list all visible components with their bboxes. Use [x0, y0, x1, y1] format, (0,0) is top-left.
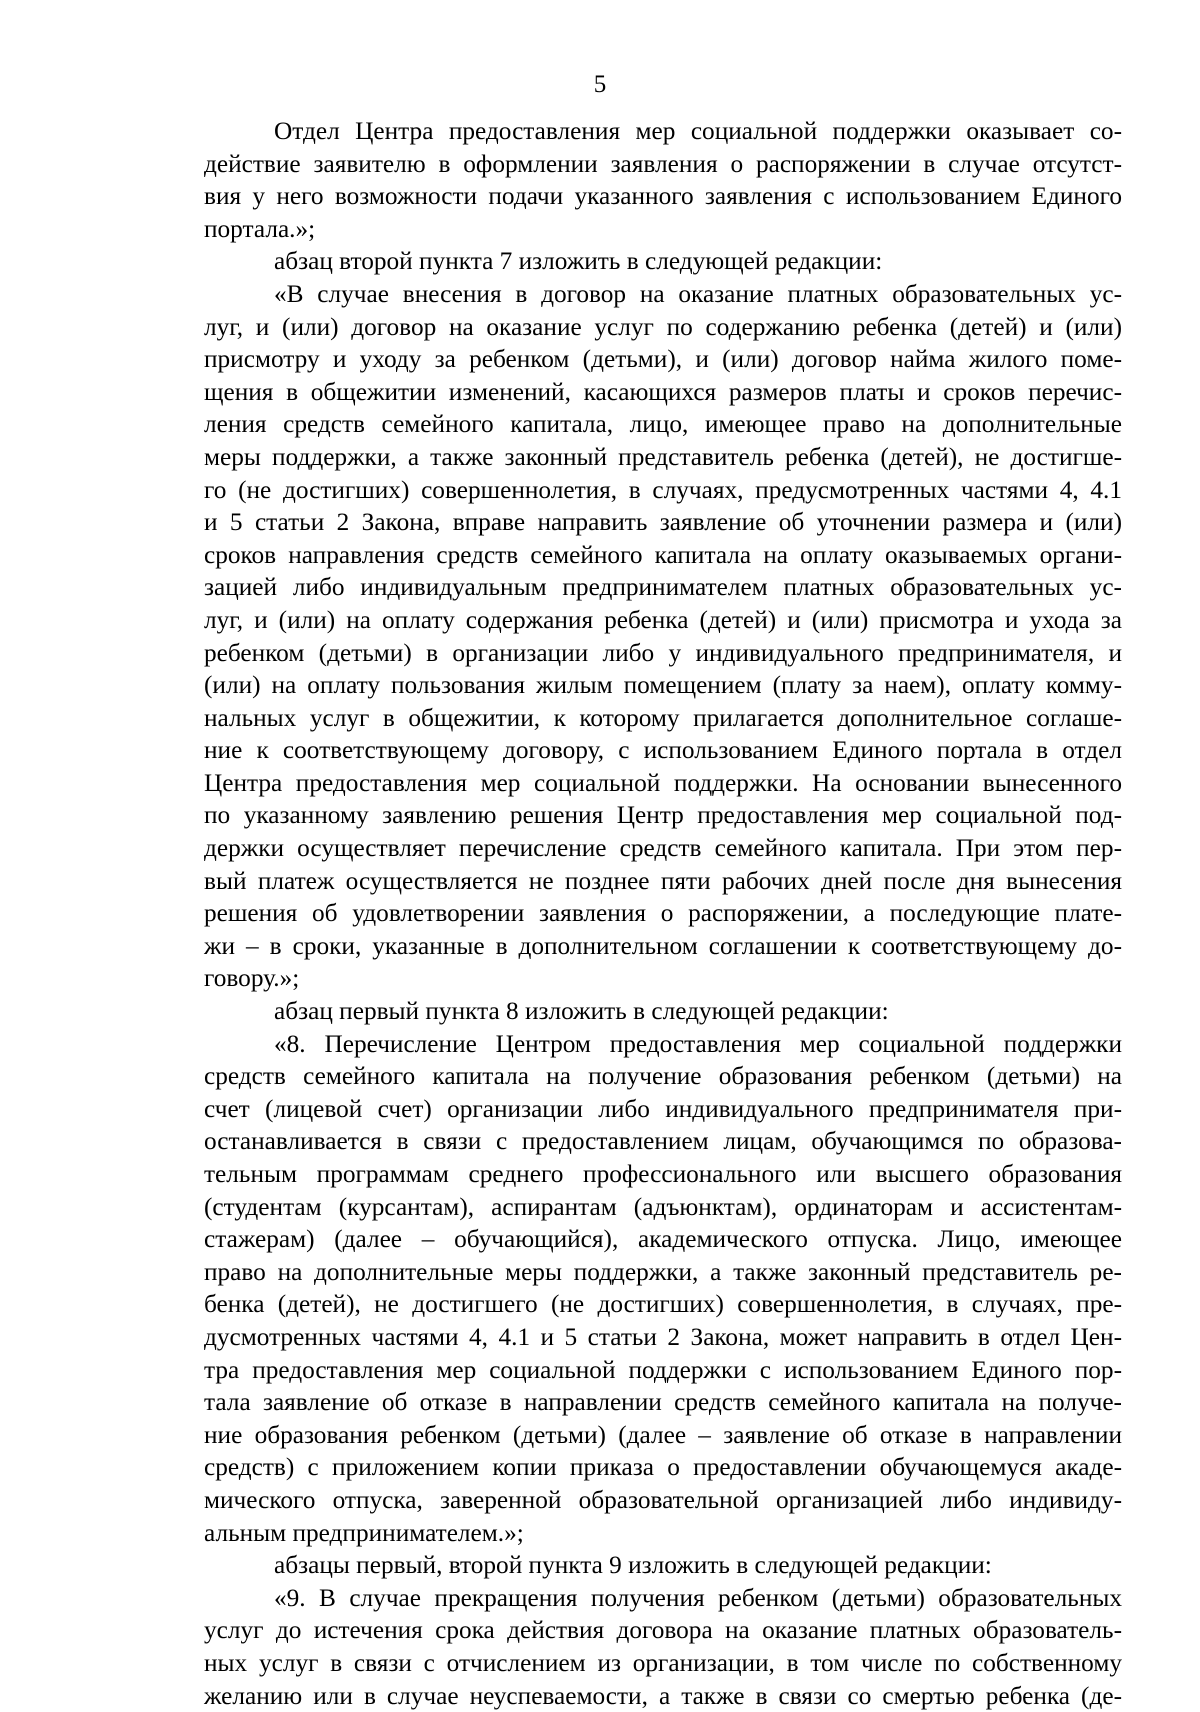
text-line: ных услуг в связи с отчислением из организации, в том числе по собственному [204, 1647, 1122, 1680]
text-line: держки осуществляет перечисление средств семейного капитала. При этом пер- [204, 832, 1122, 865]
text-line: решения об удовлетворении заявления о распоряжении, а последующие плате- [204, 897, 1122, 930]
text-line: и 5 статьи 2 Закона, вправе направить заявление об уточнении размера и (или) [204, 506, 1122, 539]
text-line: ления средств семейного капитала, лицо, имеющее право на дополнительные [204, 408, 1122, 441]
text-line: присмотру и уходу за ребенком (детьми), и (или) договор найма жилого поме- [204, 343, 1122, 376]
page-number: 5 [0, 70, 1200, 100]
text-line: действие заявителю в оформлении заявления о распоряжении в случае отсутст- [204, 148, 1122, 181]
text-line: Центра предоставления мер социальной поддержки. На основании вынесенного [204, 767, 1122, 800]
text-line: стажерам) (далее – обучающийся), академического отпуска. Лицо, имеющее [204, 1223, 1122, 1256]
text-line: (или) на оплату пользования жилым помещением (плату за наем), оплату комму- [204, 669, 1122, 702]
text-line: средств семейного капитала на получение образования ребенком (детьми) на [204, 1060, 1122, 1093]
text-line: портала.»; [204, 213, 1122, 246]
text-line: (студентам (курсантам), аспирантам (адъюнктам), ординаторам и ассистентам- [204, 1191, 1122, 1224]
text-line: меры поддержки, а также законный представитель ребенка (детей), не достигше- [204, 441, 1122, 474]
text-line: нальных услуг в общежитии, к которому прилагается дополнительное соглаше- [204, 702, 1122, 735]
text-line: сроков направления средств семейного капитала на оплату оказываемых органи- [204, 539, 1122, 572]
text-line: ние к соответствующему договору, с использованием Единого портала в отдел [204, 734, 1122, 767]
text-line: «9. В случае прекращения получения ребенком (детьми) образовательных [204, 1582, 1122, 1615]
text-line: вый платеж осуществляется не позднее пяти рабочих дней после дня вынесения [204, 865, 1122, 898]
text-line: абзацы первый, второй пункта 9 изложить в следующей редакции: [204, 1549, 1122, 1582]
text-line: Отдел Центра предоставления мер социальной поддержки оказывает со- [204, 115, 1122, 148]
text-line: ребенком (детьми) в организации либо у индивидуального предпринимателя, и [204, 637, 1122, 670]
document-body [204, 115, 1122, 1712]
text-line: по указанному заявлению решения Центр предоставления мер социальной под- [204, 799, 1122, 832]
text-line: «8. Перечисление Центром предоставления мер социальной поддержки [204, 1028, 1122, 1061]
text-line: тельным программам среднего профессионального или высшего образования [204, 1158, 1122, 1191]
text-line: услуг до истечения срока действия договора на оказание платных образователь- [204, 1614, 1122, 1647]
text-line: право на дополнительные меры поддержки, а также законный представитель ре- [204, 1256, 1122, 1289]
text-line: говору.»; [204, 962, 1122, 995]
text-line: абзац второй пункта 7 изложить в следующей редакции: [204, 245, 1122, 278]
text-line: мического отпуска, заверенной образовательной организацией либо индивиду- [204, 1484, 1122, 1517]
text-line: тра предоставления мер социальной поддержки с использованием Единого пор- [204, 1354, 1122, 1387]
text-line: бенка (детей), не достигшего (не достигших) совершеннолетия, в случаях, пре- [204, 1288, 1122, 1321]
text-line: счет (лицевой счет) организации либо индивидуального предпринимателя при- [204, 1093, 1122, 1126]
text-line: щения в общежитии изменений, касающихся размеров платы и сроков перечис- [204, 376, 1122, 409]
text-line: останавливается в связи с предоставлением лицам, обучающимся по образова- [204, 1125, 1122, 1158]
text-line: абзац первый пункта 8 изложить в следующей редакции: [204, 995, 1122, 1028]
text-line: дусмотренных частями 4, 4.1 и 5 статьи 2 Закона, может направить в отдел Цен- [204, 1321, 1122, 1354]
text-line: ние образования ребенком (детьми) (далее – заявление об отказе в направлении [204, 1419, 1122, 1452]
text-line: средств) с приложением копии приказа о предоставлении обучающемуся акаде- [204, 1451, 1122, 1484]
text-line: луг, и (или) на оплату содержания ребенка (детей) и (или) присмотра и ухода за [204, 604, 1122, 637]
text-line: вия у него возможности подачи указанного заявления с использованием Единого [204, 180, 1122, 213]
text-line: альным предпринимателем.»; [204, 1517, 1122, 1550]
text-line: го (не достигших) совершеннолетия, в случаях, предусмотренных частями 4, 4.1 [204, 474, 1122, 507]
text-line: желанию или в случае неуспеваемости, а также в связи со смертью ребенка (де- [204, 1680, 1122, 1712]
text-line: луг, и (или) договор на оказание услуг по содержанию ребенка (детей) и (или) [204, 311, 1122, 344]
text-line: жи – в сроки, указанные в дополнительном соглашении к соответствующему до- [204, 930, 1122, 963]
text-line: тала заявление об отказе в направлении средств семейного капитала на получе- [204, 1386, 1122, 1419]
text-line: зацией либо индивидуальным предпринимателем платных образовательных ус- [204, 571, 1122, 604]
text-line: «В случае внесения в договор на оказание платных образовательных ус- [204, 278, 1122, 311]
